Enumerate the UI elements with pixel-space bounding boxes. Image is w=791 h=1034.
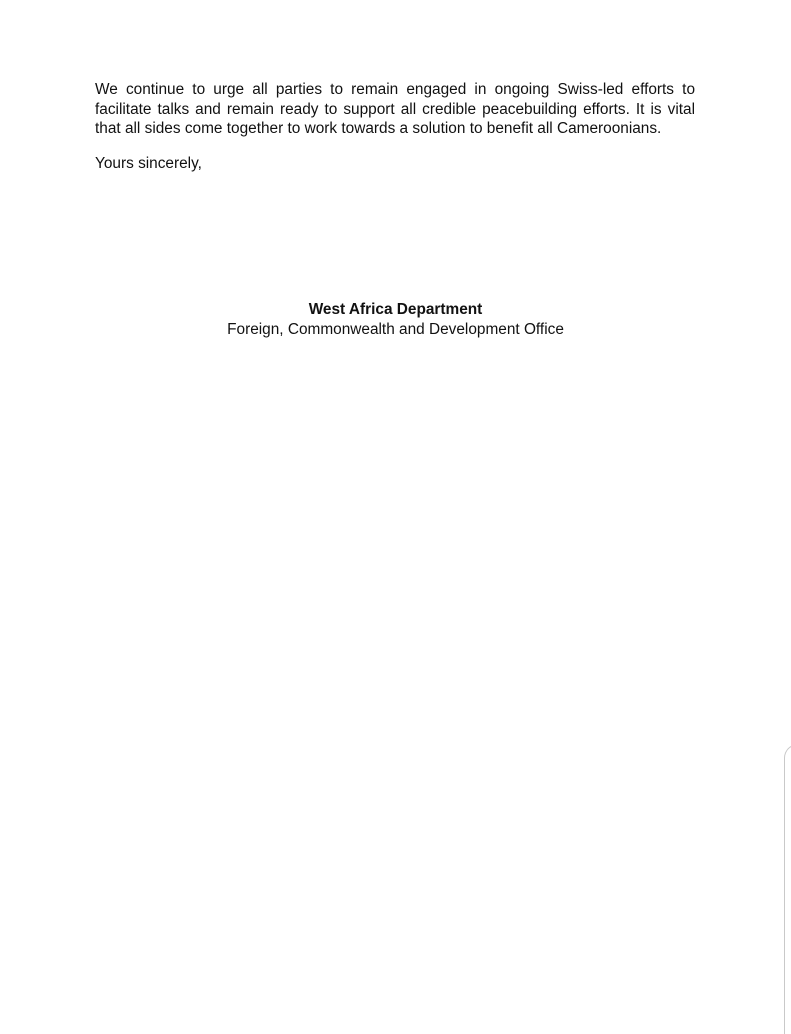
signature-block [0,300,791,339]
body-paragraph: We continue to urge all parties to remain engaged in ongoing Swiss-led efforts to facilitate talks and remain ready to support all credible peacebuilding efforts. It is vital that all sides come together to work towards a solution to benefit all Cameroonians. [95,81,695,137]
page-edge-shadow [784,744,791,1034]
signature-office: Foreign, Commonwealth and Development Office [227,320,564,338]
closing-salutation: Yours sincerely, [95,155,202,172]
signature-department: West Africa Department [308,301,483,318]
